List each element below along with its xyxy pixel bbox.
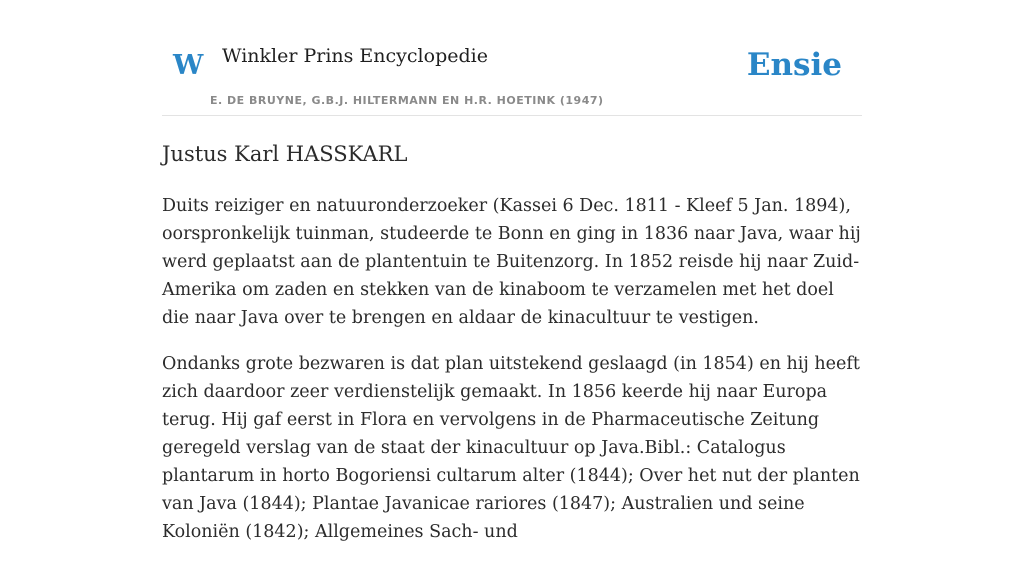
publication-authors: E. DE BRUYNE, G.B.J. HILTERMANN EN H.R. HOETINK (1947) [210, 94, 604, 107]
article-title: Justus Karl HASSKARL [162, 142, 408, 166]
article-body [162, 192, 862, 564]
publication-logo-icon[interactable]: W [173, 50, 204, 81]
ensie-logo-link[interactable]: Ensie [746, 47, 842, 83]
article-paragraph: Ondanks grote bezwaren is dat plan uitstekend geslaagd (in 1854) en hij heeft zich daardoor zeer verdienstelijk gemaakt. In 1856 keerde hij naar Europa terug. Hij gaf eerst in Flora en vervolgens in de Pharmaceutische Zeitung geregeld verslag van de staat der kinacultuur op Java.Bibl.: Catalogus plantarum in horto Bogoriensi cultarum alter (1844); Over het nut der planten van Java (1844); Plantae Javanicae rariores (1847); Australien und seine Koloniën (1842); Allgemeines Sach- und [162, 354, 860, 542]
publication-title[interactable]: Winkler Prins Encyclopedie [222, 45, 488, 67]
article-paragraph: Duits reiziger en natuuronderzoeker (Kassei 6 Dec. 1811 - Kleef 5 Jan. 1894), oorspronkelijk tuinman, studeerde te Bonn en ging in 1836 naar Java, waar hij werd geplaatst aan de plantentuin te Buitenzorg. In 1852 reisde hij naar Zuid-Amerika om zaden en stekken van de kinaboom te verzamelen met het doel die naar Java over te brengen en aldaar de kinacultuur te vestigen. [162, 196, 861, 328]
header [162, 0, 862, 116]
